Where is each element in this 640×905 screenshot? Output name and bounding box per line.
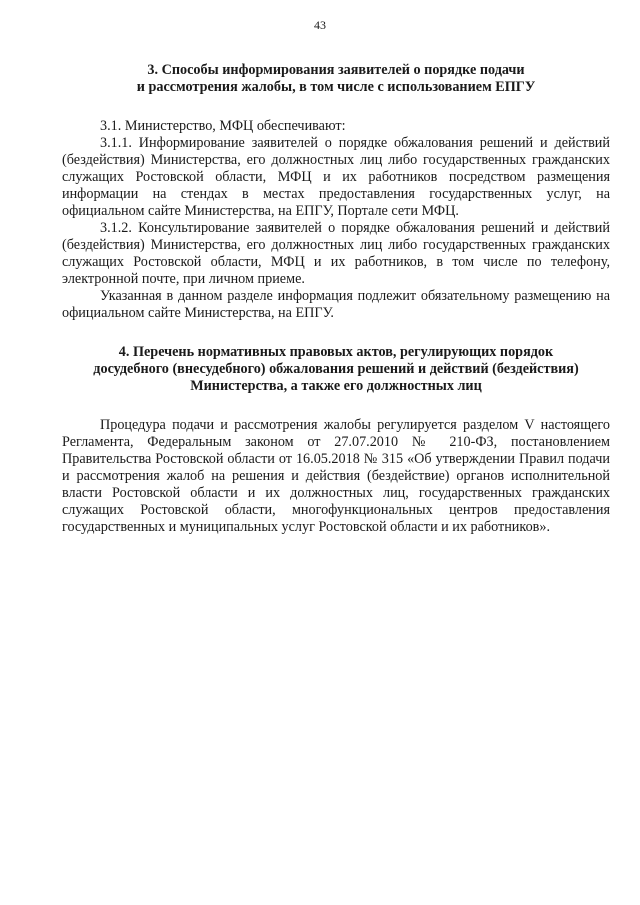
section-3-paragraph-1: 3.1. Министерство, МФЦ обеспечивают: <box>100 118 346 134</box>
section-3-paragraph-3: 3.1.2. Консультирование заявителей о порядке обжалования решений и действий (бездействия) Министерства, его должностных лиц либо государственных гражданских служащих Ростовской области, МФЦ и их работников, в том числе по телефону, электронной почте, при личном приеме. <box>62 220 610 287</box>
document-body <box>62 62 610 536</box>
section-3-paragraph-2: 3.1.1. Информирование заявителей о порядке обжалования решений и действий (бездействия) Министерства, его должностных лиц либо государственных гражданских служащих Ростовской области, МФЦ и их работников посредством размещения информации на стендах в местах предоставления государственных услуг, на официальном сайте Министерства, на ЕПГУ, Портале сети МФЦ. <box>62 135 610 219</box>
spacer <box>62 96 610 118</box>
page-number: 43 <box>314 18 326 32</box>
section-3-heading-line-1: 3. Способы информирования заявителей о порядке подачи <box>147 62 525 78</box>
section-3-paragraph-4: Указанная в данном разделе информация подлежит обязательному размещению на официальном сайте Министерства, на ЕПГУ. <box>62 288 610 321</box>
section-3-heading-line-2: и рассмотрения жалобы, в том числе с использованием ЕПГУ <box>136 79 536 95</box>
section-4-heading-line-1: 4. Перечень нормативных правовых актов, регулирующих порядок <box>118 344 554 360</box>
section-3-heading <box>62 62 610 96</box>
section-4-heading-line-2: досудебного (внесудебного) обжалования решений и действий (бездействия) <box>93 361 579 377</box>
spacer <box>62 395 610 417</box>
section-4-heading <box>62 344 610 395</box>
section-4-paragraph-1: Процедура подачи и рассмотрения жалобы регулируется разделом V настоящего Регламента, Федеральным законом от 27.07.2010 № 210-ФЗ, постановлением Правительства Ростовской области от 16.05.2018 № 315 «Об утверждении Правил подачи и рассмотрения жалоб на решения и действия (бездействие) органов исполнительной власти Ростовской области и их должностных лиц, государственных гражданских служащих Ростовской области, многофункциональных центров предоставления государственных и муниципальных услуг Ростовской области и их работников». <box>62 417 610 535</box>
section-4-heading-line-3: Министерства, а также его должностных лиц <box>190 378 482 394</box>
spacer <box>62 322 610 344</box>
